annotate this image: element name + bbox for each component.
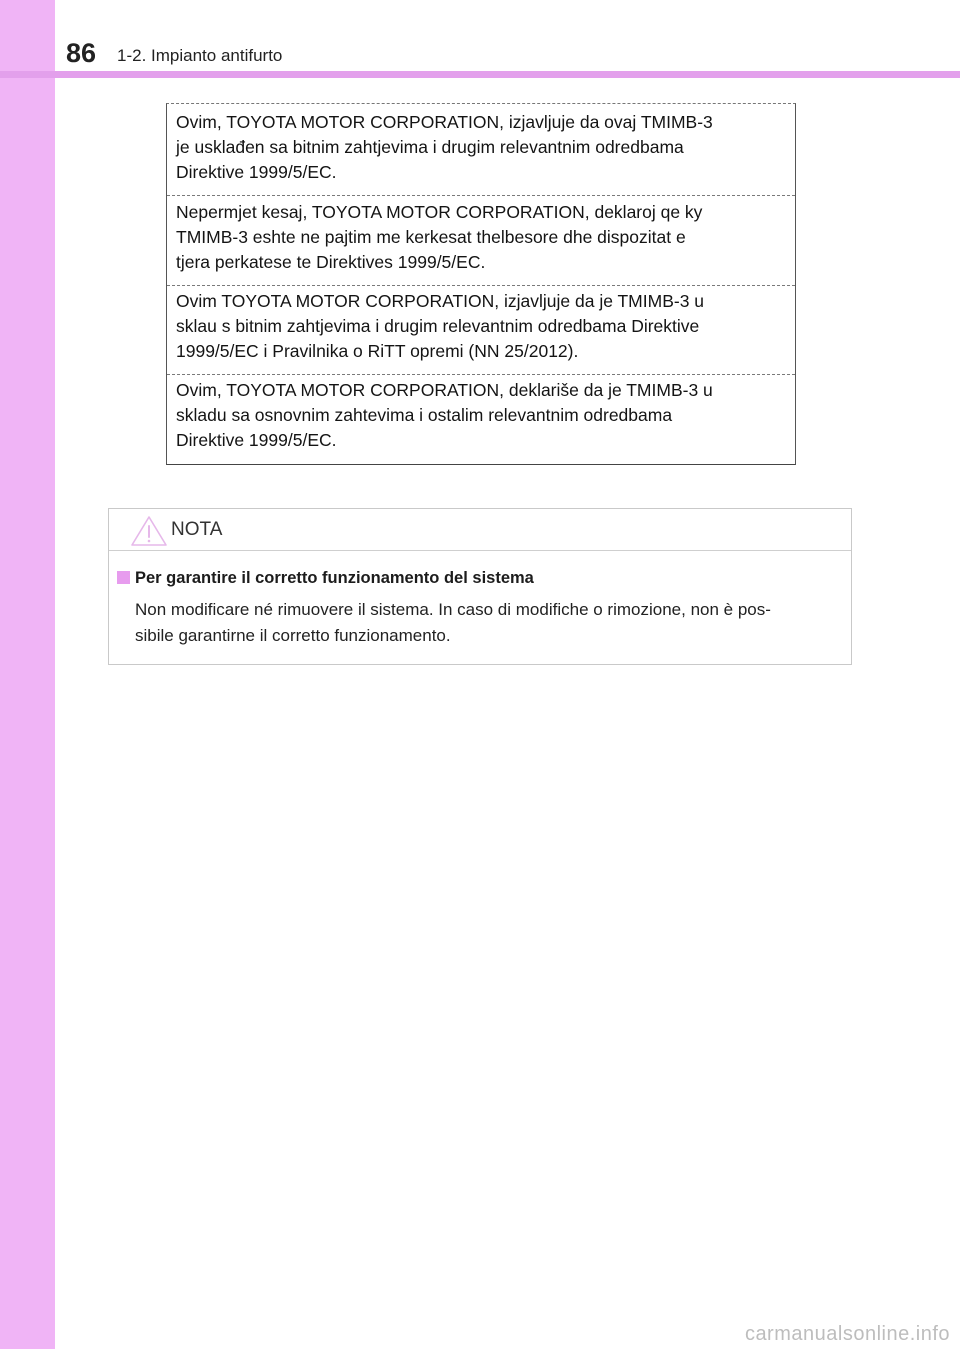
declaration-serbian: [167, 378, 795, 453]
watermark: carmanualsonline.info: [744, 1323, 950, 1345]
declaration-line: Ovim TOYOTA MOTOR CORPORATION, izjavljuje da je TMIMB-3 u: [176, 291, 705, 311]
nota-body-line: sibile garantirne il corretto funzionamento.: [135, 626, 451, 645]
declaration-divider: [167, 195, 795, 196]
nota-title: NOTA: [171, 519, 223, 540]
declaration-divider: [167, 285, 795, 286]
declaration-line: 1999/5/EC i Pravilnika o RiTT opremi (NN 25/2012).: [176, 341, 579, 361]
declaration-albanian: [167, 200, 795, 275]
left-margin-band: [0, 0, 55, 1349]
declaration-line: Direktive 1999/5/EC.: [176, 430, 337, 450]
declaration-line: je usklađen sa bitnim zahtjevima i drugim relevantnim odredbama: [176, 137, 684, 157]
declaration-croatian: [167, 289, 795, 364]
nota-header: [109, 509, 851, 551]
nota-body-line: Non modificare né rimuovere il sistema. In caso di modifiche o rimozione, non è pos-: [135, 600, 771, 619]
declaration-line: sklau s bitnim zahtjevima i drugim relevantnim odredbama Direktive: [176, 316, 700, 336]
section-title: 1-2. Impianto antifurto: [117, 46, 283, 65]
declaration-box: [166, 103, 796, 465]
nota-box: [108, 508, 852, 665]
declaration-line: skladu sa osnovnim zahtevima i ostalim relevantnim odredbama: [176, 405, 673, 425]
declaration-line: Ovim, TOYOTA MOTOR CORPORATION, deklariše da je TMIMB-3 u: [176, 380, 713, 400]
declaration-line: Ovim, TOYOTA MOTOR CORPORATION, izjavljuje da ovaj TMIMB-3: [176, 112, 713, 132]
declaration-divider: [167, 374, 795, 375]
declaration-bosnian: [167, 110, 795, 185]
warning-triangle-icon: [130, 515, 168, 547]
page-number: 86: [66, 38, 97, 68]
nota-body: [135, 597, 843, 649]
declaration-line: tjera perkatese te Direktives 1999/5/EC.: [176, 252, 486, 272]
declaration-line: Direktive 1999/5/EC.: [176, 162, 337, 182]
nota-heading: Per garantire il corretto funzionamento del sistema: [135, 569, 534, 587]
declaration-line: Nepermjet kesaj, TOYOTA MOTOR CORPORATION, deklaroj qe ky: [176, 202, 703, 222]
header-rule: [0, 71, 960, 78]
square-bullet-icon: [117, 571, 130, 584]
declaration-line: TMIMB-3 eshte ne pajtim me kerkesat thelbesore dhe dispozitat e: [176, 227, 686, 247]
